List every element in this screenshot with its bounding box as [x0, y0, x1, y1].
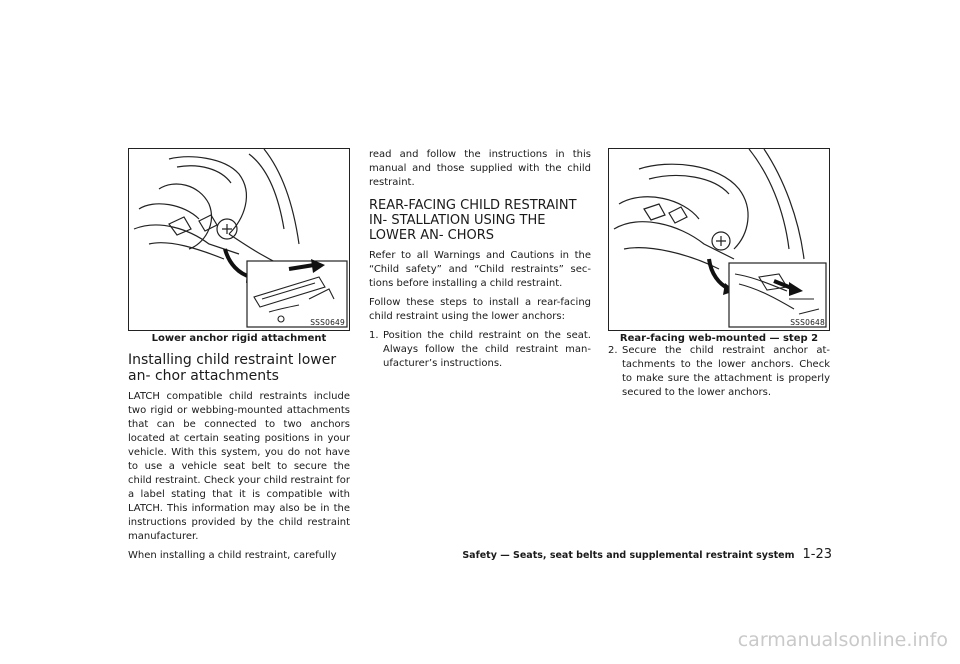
- seat-illustration-icon: [129, 149, 350, 331]
- step-text: Secure the child restraint anchor at- tachments to the lower anchors. Check to make sure the attachment is properly secured to the lower anchors.: [622, 345, 830, 398]
- column-left: [128, 148, 350, 568]
- page-footer: [462, 547, 832, 562]
- seat-illustration-icon: [609, 149, 830, 331]
- figure-code: SSS0649: [310, 318, 345, 327]
- paragraph: LATCH compatible child restraints include two rigid or webbing-mounted attachments that can be connected to two anchors located at certain seating positions in your vehicle. With this system, you do not have to use a vehicle seat belt to secure the child restraint. Check your child restraint for a label stating that it is compatible with LATCH. This information may also be in the instructions provided by the child restraint manufacturer.: [128, 391, 350, 542]
- footer-section-title: Safety — Seats, seat belts and supplemental restraint system: [462, 550, 795, 561]
- figure-rear-facing-web: [608, 148, 830, 331]
- watermark: carmanualsonline.info: [737, 629, 948, 651]
- paragraph: Follow these steps to install a rear-facing child restraint using the lower anchors:: [369, 297, 591, 322]
- step-item: [369, 329, 591, 371]
- section-heading: Installing child restraint lower an- chor attachments: [128, 352, 337, 384]
- step-text: Position the child restraint on the seat. Always follow the child restraint man- ufacturer’s instructions.: [383, 330, 591, 369]
- paragraph: read and follow the instructions in this manual and those supplied with the child restraint.: [369, 149, 591, 188]
- figure-code: SSS0648: [790, 318, 825, 327]
- paragraph: When installing a child restraint, carefully: [128, 550, 337, 561]
- step-item: [608, 344, 830, 400]
- column-right: [608, 148, 830, 400]
- step-number: 2.: [608, 345, 618, 356]
- figure-caption: Rear-facing web-mounted — step 2: [619, 333, 819, 344]
- section-heading: REAR-FACING CHILD RESTRAINT IN- STALLATION USING THE LOWER AN- CHORS: [369, 198, 577, 243]
- figure-caption: Lower anchor rigid attachment: [151, 333, 327, 344]
- page-number: 1-23: [802, 547, 832, 562]
- step-number: 1.: [369, 330, 379, 341]
- paragraph: Refer to all Warnings and Cautions in the “Child safety” and “Child restraints” sec- tions before installing a child restraint.: [369, 250, 591, 289]
- column-middle: [369, 148, 591, 371]
- figure-lower-anchor-rigid: [128, 148, 350, 331]
